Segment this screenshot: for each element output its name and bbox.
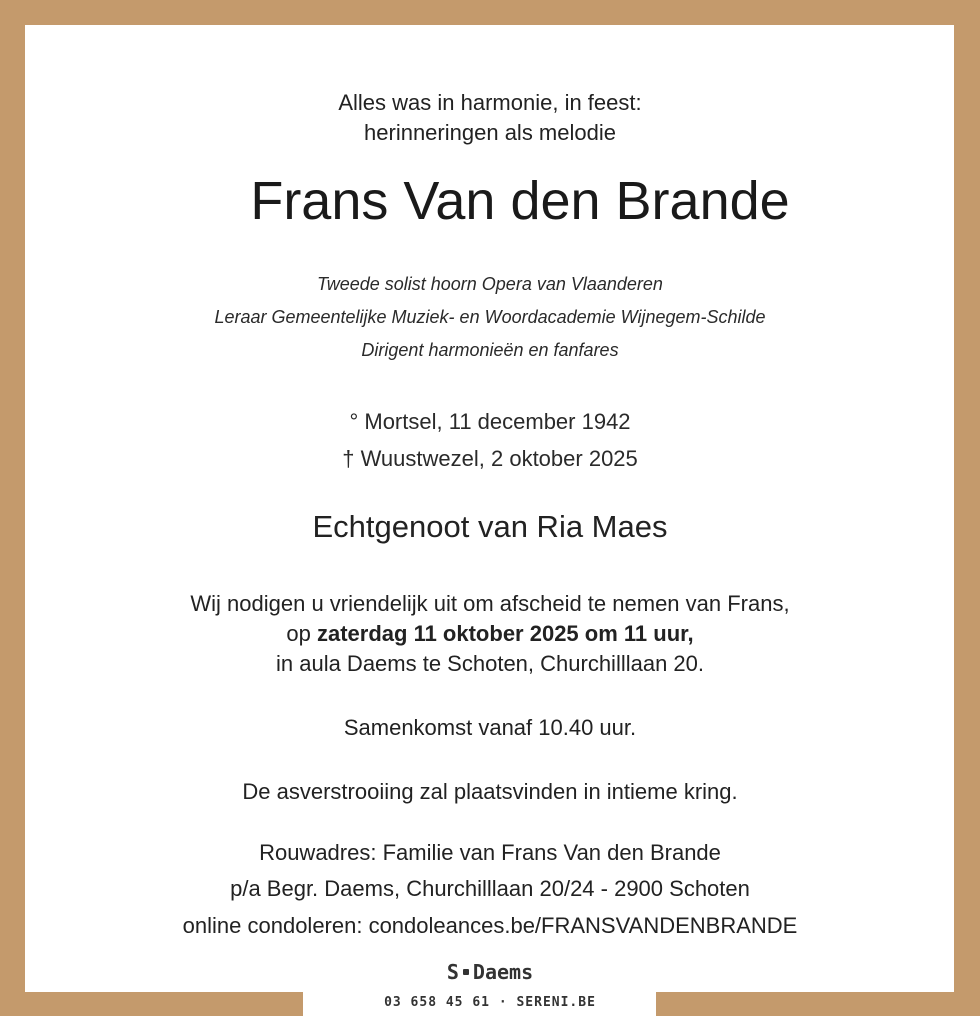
poem-line-1: Alles was in harmonie, in feest:: [338, 90, 642, 115]
address-line-1: Rouwadres: Familie van Frans Van den Brande: [259, 840, 721, 865]
spouse-line: Echtgenoot van Ria Maes: [312, 509, 668, 544]
logo-dot-icon: [463, 969, 469, 975]
title-line-3: Dirigent harmonieën en fanfares: [361, 340, 619, 360]
invitation-line-1: Wij nodigen u vriendelijk uit om afscheid te nemen van Frans,: [190, 591, 790, 616]
invitation-line-2: [0, 621, 980, 647]
address-line-3: online condoleren: condoleances.be/FRANSVANDENBRANDE: [182, 913, 798, 938]
birth-date: ° Mortsel, 11 december 1942: [349, 409, 631, 434]
address-line-2: p/a Begr. Daems, Churchilllaan 20/24 - 2900 Schoten: [230, 876, 750, 901]
funeral-home-logo: [0, 960, 980, 984]
gathering-line: Samenkomst vanaf 10.40 uur.: [343, 715, 637, 740]
invitation-prefix: op: [286, 621, 317, 646]
footer-contact: [0, 995, 980, 1010]
footer-website: SERENI.BE: [516, 995, 596, 1010]
title-line-1: Tweede solist hoorn Opera van Vlaanderen: [317, 274, 663, 294]
death-date: † Wuustwezel, 2 oktober 2025: [342, 446, 638, 471]
footer-phone: 03 658 45 61: [384, 995, 490, 1010]
logo-letter: S: [446, 960, 459, 984]
footer-separator: ·: [498, 995, 508, 1010]
logo-name: Daems: [472, 960, 534, 984]
ceremony-datetime: zaterdag 11 oktober 2025 om 11 uur,: [316, 621, 694, 646]
title-line-2: Leraar Gemeentelijke Muziek- en Woordacademie Wijnegem-Schilde: [214, 307, 766, 327]
poem-line-2: herinneringen als melodie: [364, 120, 616, 145]
deceased-name: Frans Van den Brande: [250, 171, 790, 231]
invitation-line-3: in aula Daems te Schoten, Churchilllaan 20.: [275, 651, 705, 676]
scattering-line: De asverstrooiing zal plaatsvinden in intieme kring.: [242, 779, 738, 804]
